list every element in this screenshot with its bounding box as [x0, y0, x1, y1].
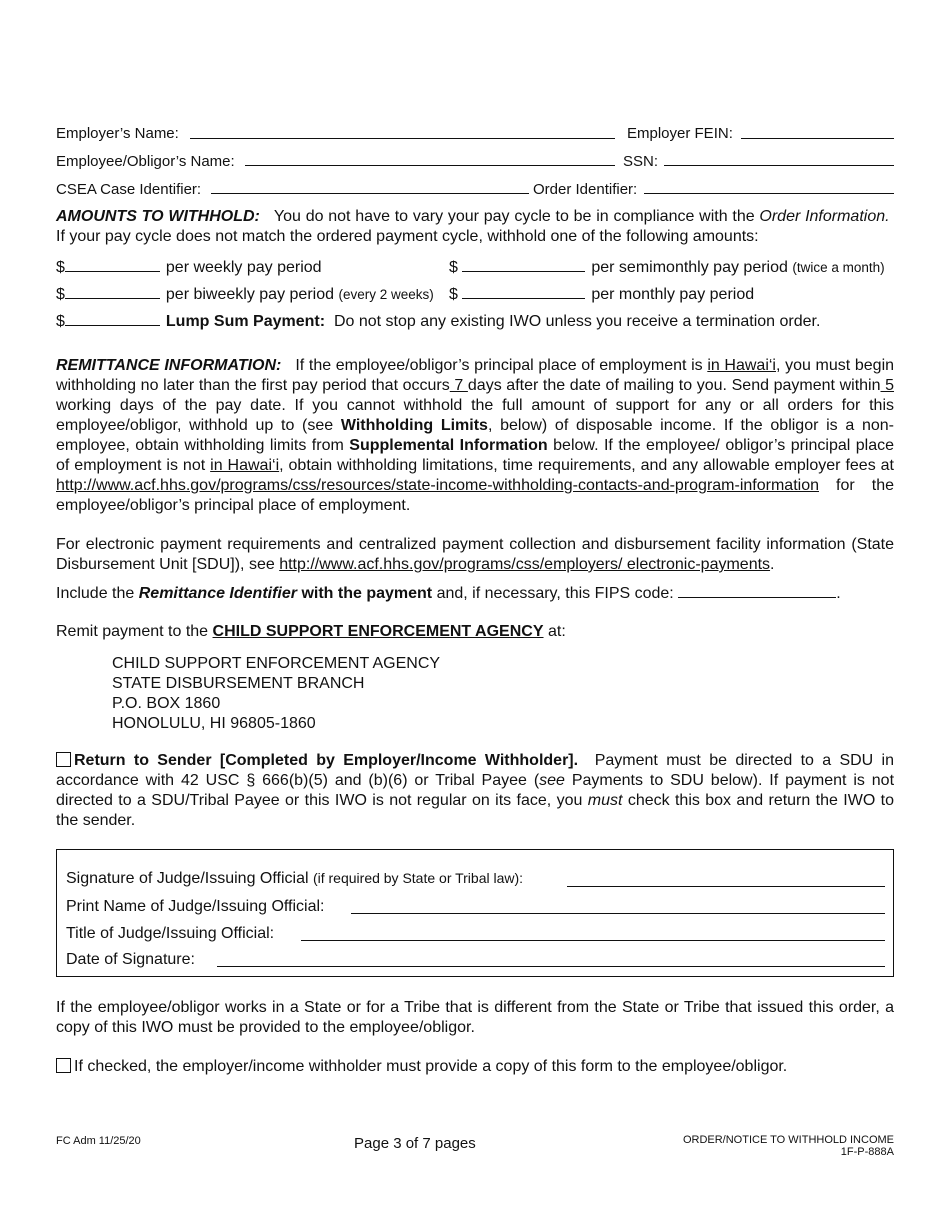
print-name-row: Print Name of Judge/Issuing Official: — [66, 898, 325, 915]
title-field[interactable] — [301, 940, 885, 941]
provide-copy-checkbox[interactable] — [56, 1058, 71, 1073]
csea-case-field[interactable] — [211, 193, 529, 194]
state-withholding-link[interactable]: http://www.acf.hhs.gov/programs/css/resources/state-income-withholding-contacts-and-program-information — [56, 477, 819, 494]
ssn-label: SSN: — [623, 153, 659, 170]
print-name-field[interactable] — [351, 913, 885, 914]
return-to-sender: Return to Sender [Completed by Employer/Income Withholder]. Payment must be directed to a SDU in accordance with 42 USC § 666(b)(5) and (b)(6) or Tribal Payee (see Payments to SDU below). If payment is not directed to a SDU/Tribal Payee or this IWO is not regular on its face, you must check this box and return the IWO to the sender. — [56, 752, 895, 829]
title-row: Title of Judge/Issuing Official: — [66, 925, 275, 942]
employer-fein-label: Employer FEIN: — [627, 125, 733, 142]
ssn-field[interactable] — [664, 165, 894, 166]
employer-name-field[interactable] — [190, 138, 615, 139]
employer-name-label: Employer’s Name: — [56, 125, 179, 142]
remit-to: Remit payment to the CHILD SUPPORT ENFORCEMENT AGENCY at: — [56, 623, 566, 640]
remittance-info: REMITTANCE INFORMATION: If the employee/obligor’s principal place of employment is in Hawai‘i, you must begin withholding no later than the first pay period that occurs 7 days after the date of mailing to you. Send payment within 5 working days of the pay date. If you cannot withhold the full amount of support for any or all orders for this employee/obligor, withhold up to (see Withholding Limits, below) of disposable income. If the obligor is a non-employee, obtain withholding limits from Supplemental Information below. If the employee/ obligor’s principal place of employment is not in Hawai‘i, obtain withholding limitations, time requirements, and any allowable employer fees at http://www.acf.hhs.gov/programs/css/resources/state-income-withholding-contacts-and-program-information for the employee/obligor’s principal place of employment. — [56, 357, 895, 514]
form-number: 1F-P-888A — [840, 1146, 894, 1158]
address-line: HONOLULU, HI 96805-1860 — [112, 715, 316, 732]
signature-field[interactable] — [567, 886, 885, 887]
signature-row: Signature of Judge/Issuing Official (if required by State or Tribal law): — [66, 870, 524, 887]
return-to-sender-checkbox[interactable] — [56, 752, 71, 767]
weekly-amount-field[interactable] — [65, 257, 160, 272]
electronic-payment-info: For electronic payment requirements and centralized payment collection and disbursement facility information (State Disbursement Unit [SDU]), see http://www.acf.hhs.gov/programs/css/employers/ electronic-payments. — [56, 536, 894, 573]
lump-sum-amount-field[interactable] — [65, 311, 160, 326]
remit-address — [112, 654, 440, 734]
form-title-line: ORDER/NOTICE TO WITHHOLD INCOME — [682, 1134, 894, 1146]
csea-case-label: CSEA Case Identifier: — [56, 181, 202, 198]
form-code: FC Adm 11/25/20 — [56, 1135, 141, 1147]
include-fips: Include the Remittance Identifier with the payment and, if necessary, this FIPS code: . — [56, 585, 841, 602]
page-number: Page 3 of 7 pages — [354, 1135, 476, 1152]
order-id-label: Order Identifier: — [533, 181, 638, 198]
biweekly-row: $ per biweekly pay period (every 2 weeks) — [56, 286, 434, 303]
employer-fein-field[interactable] — [741, 138, 894, 139]
employee-name-label: Employee/Obligor’s Name: — [56, 153, 235, 170]
date-field[interactable] — [217, 966, 885, 967]
copy-notice: If the employee/obligor works in a State or for a Tribe that is different from the State or Tribe that issued this order, a copy of this IWO must be provided to the employee/obligor. — [56, 999, 894, 1036]
amounts-intro: AMOUNTS TO WITHHOLD: You do not have to vary your pay cycle to be in compliance with the Order Information. If your pay cycle does not match the ordered payment cycle, withhold one of the following amounts: — [56, 208, 890, 245]
monthly-amount-field[interactable] — [462, 284, 585, 299]
form-title — [683, 1134, 894, 1158]
lump-sum-row: $ Lump Sum Payment: Do not stop any existing IWO unless you receive a termination order. — [56, 313, 821, 330]
semimonthly-amount-field[interactable] — [462, 257, 585, 272]
employee-name-field[interactable] — [245, 165, 615, 166]
electronic-payments-link[interactable]: http://www.acf.hhs.gov/programs/css/employers/ electronic-payments — [279, 556, 771, 573]
date-row: Date of Signature: — [66, 951, 195, 968]
semimonthly-row: $ per semimonthly pay period (twice a month) — [449, 259, 885, 276]
signature-box — [56, 849, 894, 977]
monthly-row: $ per monthly pay period — [449, 286, 755, 303]
weekly-row: $ per weekly pay period — [56, 259, 322, 276]
checked-notice-row — [56, 1057, 894, 1077]
address-line: P.O. BOX 1860 — [112, 695, 221, 712]
order-id-field[interactable] — [644, 193, 894, 194]
address-line: STATE DISBURSEMENT BRANCH — [112, 675, 365, 692]
checked-notice: If checked, the employer/income withholder must provide a copy of this form to the employee/obligor. — [74, 1058, 788, 1075]
fips-code-field[interactable] — [678, 585, 836, 598]
biweekly-amount-field[interactable] — [65, 284, 160, 299]
address-line: CHILD SUPPORT ENFORCEMENT AGENCY — [112, 655, 441, 672]
